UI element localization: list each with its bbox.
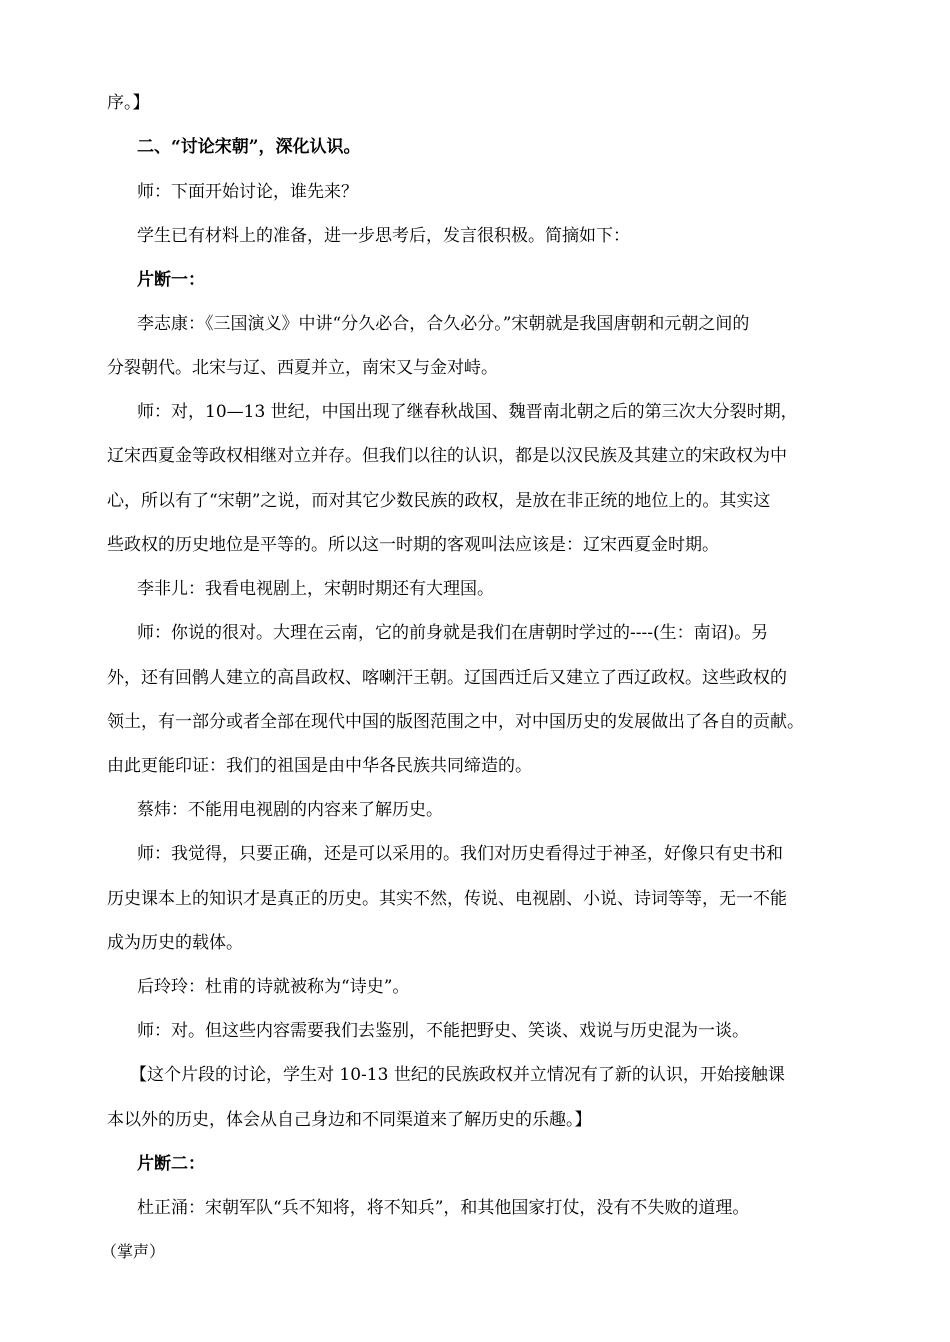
paragraph-line: 外，还有回鹘人建立的高昌政权、喀喇汗王朝。辽国西迁后又建立了西辽政权。这些政权的	[107, 668, 787, 688]
paragraph-line: 师：我觉得，只要正确，还是可以采用的。我们对历史看得过于神圣，好像只有史书和	[137, 844, 783, 864]
paragraph-line: 历史课本上的知识才是真正的历史。其实不然，传说、电视剧、小说、诗词等等，无一不能	[107, 889, 787, 909]
paragraph-line: 本以外的历史，体会从自己身边和不同渠道来了解历史的乐趣。】	[107, 1110, 592, 1130]
paragraph-line: 分裂朝代。北宋与辽、西夏并立，南宋又与金对峙。	[107, 358, 498, 378]
paragraph-line: 成为历史的载体。	[107, 933, 243, 953]
fragment-heading: 片断二：	[137, 1154, 205, 1174]
paragraph-line: 序。】	[107, 93, 150, 113]
paragraph-line: 辽宋西夏金等政权相继对立并存。但我们以往的认识，都是以汉民族及其建立的宋政权为中	[107, 446, 787, 466]
paragraph-line: 学生已有材料上的准备，进一步思考后，发言很积极。简摘如下：	[137, 226, 630, 246]
fragment-heading: 片断一：	[137, 270, 205, 290]
paragraph-line: 李非儿：我看电视剧上，宋朝时期还有大理国。	[137, 579, 494, 599]
paragraph-line: 些政权的历史地位是平等的。所以这一时期的客观叫法应该是：辽宋西夏金时期。	[107, 535, 719, 555]
paragraph-line: 师：对，10—13 世纪，中国出现了继春秋战国、魏晋南北朝之后的第三次大分裂时期，	[137, 402, 798, 422]
paragraph-line: 李志康：《三国演义》中讲“分久必合，合久必分。”宋朝就是我国唐朝和元朝之间的	[137, 314, 750, 334]
paragraph-line: 师：下面开始讨论，谁先来？	[137, 182, 358, 202]
paragraph-line: 由此更能印证：我们的祖国是由中华各民族共同缔造的。	[107, 756, 532, 776]
paragraph-line: 师：对。但这些内容需要我们去鉴别，不能把野史、笑谈、戏说与历史混为一谈。	[137, 1021, 749, 1041]
paragraph-line: 心，所以有了“宋朝”之说，而对其它少数民族的政权，是放在非正统的地位上的。其实这	[107, 491, 771, 511]
paragraph-line: 后玲玲：杜甫的诗就被称为“诗史”。	[137, 977, 410, 997]
paragraph-line: 杜正涌：宋朝军队“兵不知将，将不知兵”，和其他国家打仗，没有不失败的道理。	[137, 1198, 750, 1218]
paragraph-line: 师：你说的很对。大理在云南，它的前身就是我们在唐朝时学过的----(生：南诏)。另	[137, 623, 769, 643]
paragraph-line: 【这个片段的讨论，学生对 10-13 世纪的民族政权并立情况有了新的认识，开始接触课	[130, 1065, 785, 1085]
paragraph-line: 领土，有一部分或者全部在现代中国的版图范围之中，对中国历史的发展做出了各自的贡献。	[107, 712, 804, 732]
section-heading: 二、“讨论宋朝”，深化认识。	[137, 137, 361, 157]
paragraph-line: （掌声）	[101, 1242, 166, 1261]
paragraph-line: 蔡炜：不能用电视剧的内容来了解历史。	[137, 800, 443, 820]
